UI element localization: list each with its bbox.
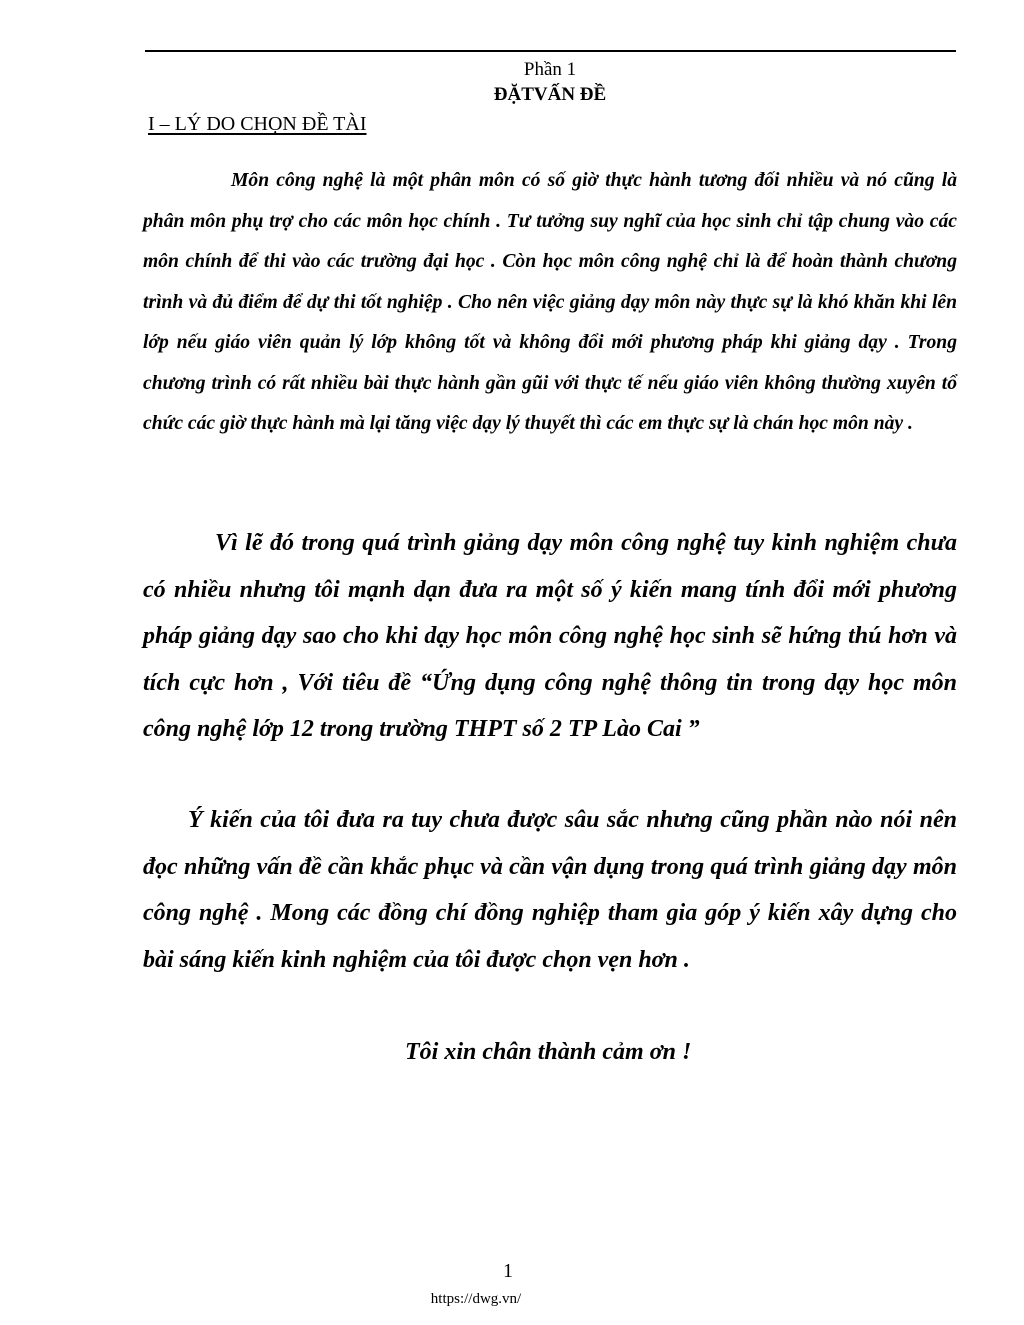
closing-thanks: Tôi xin chân thành cảm ơn ! [405,1039,692,1065]
paragraph-2: Vì lẽ đó trong quá trình giảng dạy môn công nghệ tuy kinh nghiệm chưa có nhiều nhưng tôi mạnh dạn đưa ra một số ý kiến mang tính đổi mới phương pháp giảng dạy sao cho khi dạy học môn công nghệ học sinh sẽ hứng thú hơn và tích cực hơn , Với tiêu đề “Ứng dụng công nghệ thông tin trong dạy học môn công nghệ lớp 12 trong trường THPT số 2 TP Lào Cai ” [143,530,957,742]
page-number: 1 [503,1260,513,1282]
section-heading: I – LÝ DO CHỌN ĐỀ TÀI [148,113,367,135]
paragraph-1: Môn công nghệ là một phân môn có số giờ thực hành tương đối nhiều và nó cũng là phân môn phụ trợ cho các môn học chính . Tư tưởng suy nghĩ của học sinh chỉ tập chung vào các môn chính để thi vào các trường đại học . Còn học môn công nghệ chỉ là để hoàn thành chương trình và đủ điểm để dự thi tốt nghiệp . Cho nên việc giảng dạy môn này thực sự là khó khăn khi lên lớp nếu giáo viên quản lý lớp không tốt và không đổi mới phương pháp khi giảng dạy . Trong chương trình có rất nhiều bài thực hành gần gũi với thực tế nếu giáo viên không thường xuyên tổ chức các giờ thực hành mà lại tăng việc dạy lý thuyết thì các em thực sự là chán học môn này . [143,170,957,434]
top-rule [145,50,956,52]
paragraph-3: Ý kiến của tôi đưa ra tuy chưa được sâu sắc nhưng cũng phần nào nói nên đọc những vấn đề cần khắc phục và cần vận dụng trong quá trình giảng dạy môn công nghệ . Mong các đồng chí đồng nghiệp tham gia góp ý kiến xây dựng cho bài sáng kiến kinh nghiệm của tôi được chọn vẹn hơn . [143,807,957,973]
part-title: ĐẶTVẤN ĐỀ [493,84,607,105]
part-label: Phần 1 [523,59,577,80]
footer-url[interactable]: https://dwg.vn/ [430,1291,522,1307]
